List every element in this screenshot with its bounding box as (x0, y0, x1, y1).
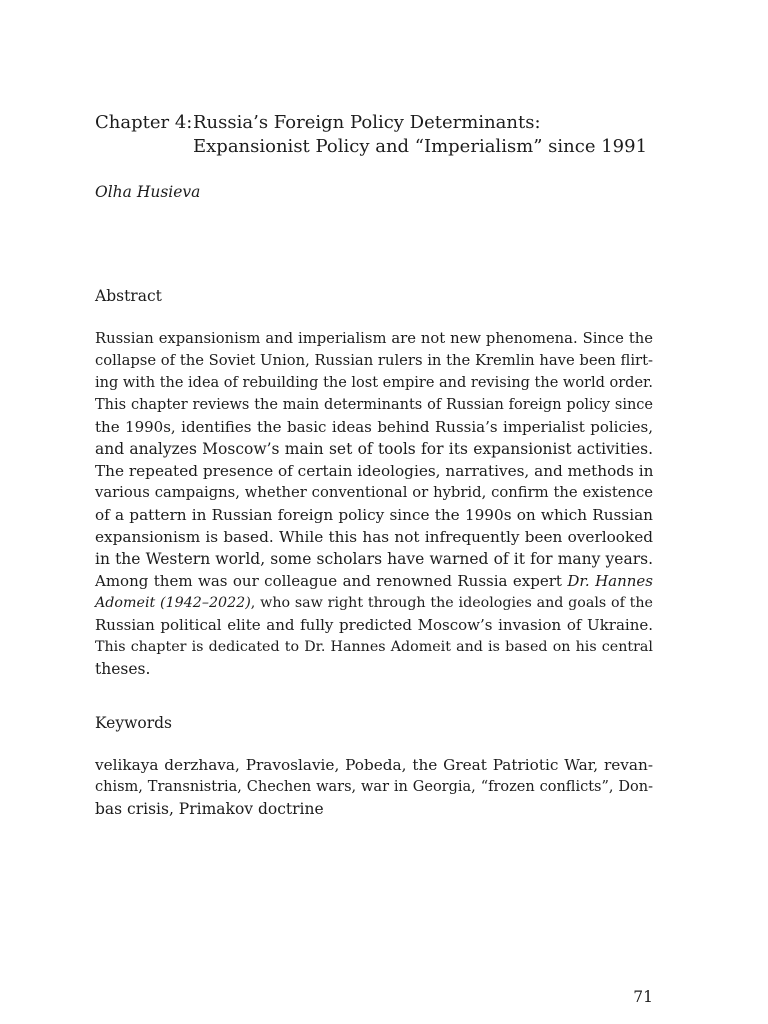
abstract-line: of a pattern in Russian foreign policy since the 1990s on which Russian (95, 506, 653, 524)
abstract-body (95, 328, 653, 680)
abstract-text: , who saw right through the ideologies and goals of the (250, 595, 653, 611)
abstract-line: This chapter reviews the main determinants of Russian foreign policy since (95, 397, 653, 413)
abstract-line: ing with the idea of rebuilding the lost empire and revising the world order. (95, 375, 653, 391)
abstract-line: the 1990s, identifies the basic ideas behind Russia’s imperialist policies, (95, 418, 653, 436)
keywords-line: velikaya derzhava, Pravoslavie, Pobeda, the Great Patriotic War, revan- (95, 756, 653, 774)
abstract-line: expansionism is based. While this has not infrequently been overlooked (95, 528, 653, 546)
keywords-line: chism, Transnistria, Chechen wars, war in Georgia, “frozen conflicts”, Don- (95, 779, 653, 795)
chapter-heading (95, 111, 675, 159)
abstract-line: in the Western world, some scholars have warned of it for many years. (95, 550, 653, 568)
dedicatee-dates: Adomeit (1942–2022) (95, 595, 251, 611)
abstract-line (95, 592, 653, 614)
abstract-line: various campaigns, whether conventional or hybrid, confirm the existence (95, 484, 653, 501)
abstract-heading: Abstract (95, 287, 162, 305)
abstract-line: This chapter is dedicated to Dr. Hannes Adomeit and is based on his central (95, 639, 653, 655)
abstract-line: The repeated presence of certain ideologies, narratives, and methods in (95, 462, 654, 480)
author-name: Olha Husieva (95, 183, 201, 201)
abstract-text: Among them was our colleague and renowned Russia expert (95, 572, 568, 590)
abstract-line: theses. (95, 660, 151, 678)
chapter-title-line-2: Expansionist Policy and “Imperialism” since 1991 (193, 136, 648, 157)
chapter-label: Chapter 4: (95, 112, 193, 133)
chapter-title (193, 111, 675, 159)
keywords-line: bas crisis, Primakov doctrine (95, 800, 324, 818)
abstract-line (95, 570, 653, 592)
abstract-line: and analyzes Moscow’s main set of tools for its expansionist activities. (95, 440, 653, 458)
dedicatee-name: Dr. Hannes (567, 572, 653, 590)
chapter-title-line-1: Russia’s Foreign Policy Determinants: (193, 112, 541, 133)
keywords-heading: Keywords (95, 714, 172, 732)
abstract-line: collapse of the Soviet Union, Russian rulers in the Kremlin have been flirt- (95, 352, 654, 369)
keywords-body (95, 754, 653, 820)
abstract-line: Russian expansionism and imperialism are not new phenomena. Since the (95, 330, 653, 347)
abstract-line: Russian political elite and fully predicted Moscow’s invasion of Ukraine. (95, 616, 653, 634)
page-number: 71 (633, 988, 653, 1006)
